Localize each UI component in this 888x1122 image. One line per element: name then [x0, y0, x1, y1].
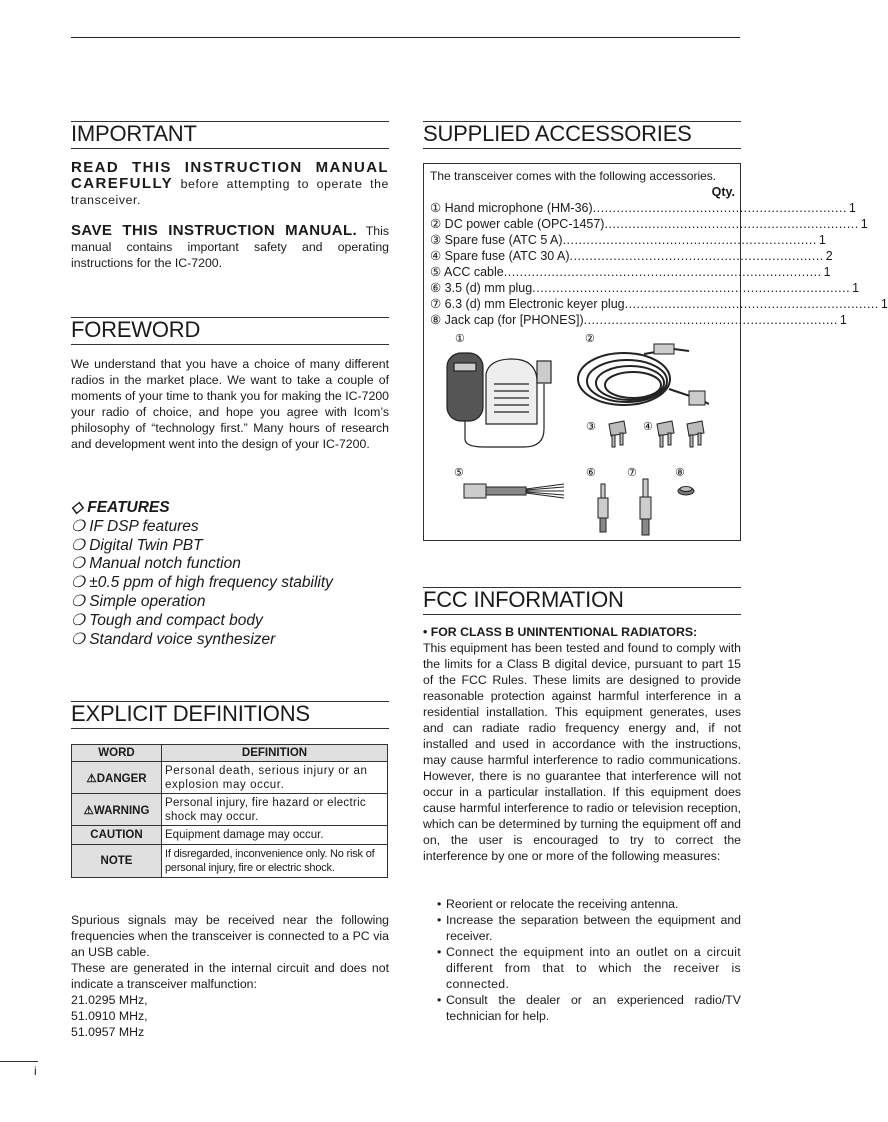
- list-item: ② DC power cable (OPC-1457) ................................................................ 1: [430, 217, 868, 231]
- qty-label: Qty.: [711, 185, 735, 199]
- def-cell: If disregarded, inconvenience only. No risk of personal injury, fire or electric shock.: [162, 845, 388, 878]
- accessories-heading: SUPPLIED ACCESSORIES: [423, 121, 741, 149]
- plug-63mm-icon: [640, 479, 651, 535]
- feature-item: ❍ Manual notch function: [71, 555, 241, 573]
- col-word-header: WORD: [72, 745, 162, 762]
- accessories-box: [423, 163, 888, 541]
- accessory-label: ① Hand microphone (HM-36): [430, 201, 593, 215]
- accessory-label: ⑤ ACC cable: [430, 265, 504, 279]
- accessory-label: ③ Spare fuse (ATC 5 A): [430, 233, 563, 247]
- table-row: [72, 826, 388, 845]
- word-cell: ⚠DANGER: [72, 762, 162, 794]
- fcc-measures-list: [437, 896, 741, 1024]
- list-item: • Connect the equipment into an outlet on a circuit different from that to which the receiver is connected.: [437, 945, 741, 991]
- accessory-qty: 1: [860, 217, 868, 231]
- measure-text: Connect the equipment into an outlet on a circuit different from that to which the receiver is connected.: [446, 945, 741, 991]
- page-number-rule: [0, 1061, 38, 1062]
- col-def-header: DEFINITION: [162, 745, 388, 762]
- definitions-header-row: [72, 745, 388, 762]
- word-cell: ⚠WARNING: [72, 794, 162, 826]
- save-rest-text: This manual contains important safety and operating instructions for the IC-7200.: [71, 224, 389, 270]
- dc-power-cable-icon: [578, 344, 709, 405]
- word-cell: CAUTION: [72, 826, 162, 845]
- def-cell: Personal injury, fire hazard or electric shock may occur.: [162, 794, 388, 826]
- spurious-freq: 51.0910 MHz,: [71, 1009, 148, 1023]
- features-heading: ◇ FEATURES: [71, 499, 170, 516]
- foreword-text: We understand that you have a choice of many different radios in the market place. We want to take a couple of moments of your time to thank you for making the IC-7200 your radio of choice, and hope you agree with Icom’s philosophy of “technology first.” Many hours of research and development went into the design of your IC-7200.: [71, 357, 389, 451]
- measure-text: Reorient or relocate the receiving antenna.: [446, 897, 679, 911]
- fuse-icon: [609, 421, 626, 447]
- def-cell: Equipment damage may occur.: [162, 826, 388, 845]
- table-row: [72, 762, 388, 794]
- accessory-qty: 1: [839, 313, 847, 327]
- feature-item: ❍ ±0.5 ppm of high frequency stability: [71, 574, 333, 592]
- fuse-icon: [657, 421, 674, 447]
- list-item: ⑥ 3.5 (d) mm plug ................................................................................ 1: [430, 281, 860, 295]
- important-read-paragraph: [71, 160, 389, 208]
- definitions-heading: EXPLICIT DEFINITIONS: [71, 701, 389, 729]
- accessory-qty: 1: [848, 201, 856, 215]
- list-item: • Increase the separation between the equipment and receiver.: [437, 913, 741, 943]
- list-item: ③ Spare fuse (ATC 5 A) ................................................................ 1: [430, 233, 826, 247]
- accessories-illustration: [424, 329, 740, 539]
- list-item: ④ Spare fuse (ATC 30 A) ................................................................ 2: [430, 249, 833, 263]
- spurious-text-1: Spurious signals may be received near the following frequencies when the transceiver is connected to a PC via an USB cable.: [71, 913, 389, 959]
- page-number: i: [34, 1064, 37, 1078]
- fig-label-3: ③: [586, 421, 596, 433]
- list-item: • Consult the dealer or an experienced radio/TV technician for help.: [437, 993, 741, 1023]
- spurious-notice: [71, 912, 389, 1040]
- def-cell: Personal death, serious injury or an explosion may occur.: [162, 762, 388, 794]
- accessory-label: ④ Spare fuse (ATC 30 A): [430, 249, 570, 263]
- features-list: [71, 499, 389, 649]
- fig-label-4: ④: [643, 421, 653, 433]
- accessory-qty: 1: [852, 281, 860, 295]
- feature-item: ❍ Standard voice synthesizer: [71, 630, 276, 648]
- fig-label-1: ①: [455, 333, 465, 345]
- accessory-qty: 1: [823, 265, 831, 279]
- fig-label-5: ⑤: [454, 467, 464, 479]
- list-item: ⑦ 6.3 (d) mm Electronic keyer plug ................................................................ 1: [430, 297, 888, 311]
- accessory-qty: 2: [825, 249, 833, 263]
- acc-cable-icon: [464, 484, 564, 498]
- fig-label-8: ⑧: [675, 467, 685, 479]
- list-item: ⑧ Jack cap (for [PHONES]) ................................................................ 1: [430, 313, 847, 327]
- table-row: [72, 845, 388, 878]
- fig-label-7: ⑦: [627, 467, 637, 479]
- jack-cap-icon: [678, 487, 694, 496]
- definitions-table: [71, 744, 388, 878]
- feature-item: ❍ IF DSP features: [71, 517, 199, 535]
- word-cell: NOTE: [72, 845, 162, 878]
- plug-35mm-icon: [598, 484, 608, 532]
- save-bold-text: SAVE THIS INSTRUCTION MANUAL.: [71, 222, 358, 239]
- fcc-subhead: • FOR CLASS B UNINTENTIONAL RADIATORS:: [423, 625, 698, 639]
- accessory-label: ⑧ Jack cap (for [PHONES]): [430, 313, 584, 327]
- top-rule: [71, 37, 740, 38]
- important-heading: IMPORTANT: [71, 121, 389, 149]
- fcc-text: This equipment has been tested and found to comply with the limits for a Class B digital device, pursuant to part 15 of the FCC Rules. These limits are designed to provide reasonable protection against harmful interference in a residential installation. This equipment generates, uses and can radiate radio frequency energy and, if not installed and used in accordance with the instructions, may cause harmful interference to radio communications. However, there is no guarantee that interference will not occur in a particular installation. If this equipment does cause harmful interference to radio or television reception, which can be determined by turning the equipment off and on, the user is encouraged to try to correct the interference by one or more of the following measures:: [423, 641, 741, 863]
- feature-item: ❍ Simple operation: [71, 592, 206, 610]
- feature-item: ❍ Digital Twin PBT: [71, 536, 203, 554]
- measure-text: Increase the separation between the equipment and receiver.: [446, 913, 741, 943]
- measure-text: Consult the dealer or an experienced radio/TV technician for help.: [446, 993, 741, 1023]
- fig-label-6: ⑥: [586, 467, 596, 479]
- list-item: ① Hand microphone (HM-36) ................................................................ 1: [430, 201, 856, 215]
- accessory-label: ② DC power cable (OPC-1457): [430, 217, 605, 231]
- hand-microphone-icon: [447, 353, 551, 447]
- accessory-label: ⑥ 3.5 (d) mm plug: [430, 281, 533, 295]
- accessory-label: ⑦ 6.3 (d) mm Electronic keyer plug: [430, 297, 625, 311]
- read-bold-text: READ THIS INSTRUCTION MANUAL CAREFULLY: [71, 159, 389, 192]
- accessory-qty: 1: [818, 233, 826, 247]
- fuse-icon: [687, 421, 704, 447]
- read-rest-text: before attempting to operate the transceiver.: [71, 177, 389, 207]
- fcc-body: [423, 624, 741, 864]
- fig-label-2: ②: [585, 333, 595, 345]
- list-item: ⑤ ACC cable ................................................................................ 1: [430, 265, 831, 279]
- feature-item: ❍ Tough and compact body: [71, 611, 263, 629]
- important-save-paragraph: [71, 223, 389, 271]
- accessory-qty: 1: [880, 297, 888, 311]
- list-item: • Reorient or relocate the receiving antenna.: [437, 897, 679, 911]
- spurious-text-2: These are generated in the internal circuit and does not indicate a transceiver malfunction:: [71, 961, 389, 991]
- foreword-heading: FOREWORD: [71, 317, 389, 345]
- table-row: [72, 794, 388, 826]
- accessories-intro: The transceiver comes with the following accessories.: [430, 169, 717, 183]
- spurious-freq: 51.0957 MHz: [71, 1025, 145, 1039]
- fcc-heading: FCC INFORMATION: [423, 587, 741, 615]
- spurious-freq: 21.0295 MHz,: [71, 993, 148, 1007]
